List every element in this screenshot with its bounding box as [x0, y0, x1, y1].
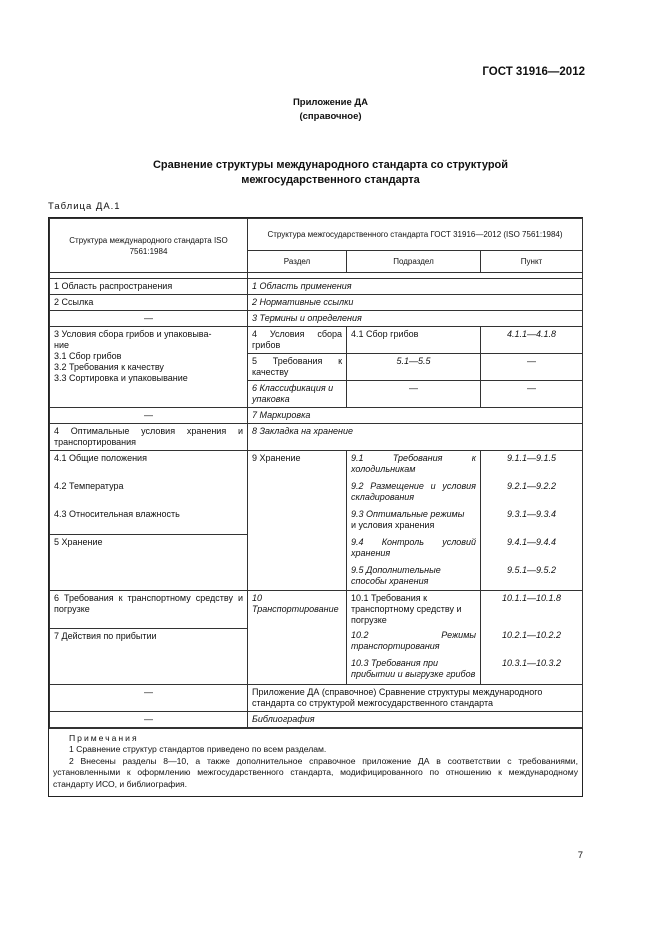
- table-row: [50, 311, 583, 327]
- intl-line: 3 Условия сбора грибов и упаковыва-: [54, 329, 212, 339]
- appendix-subtitle: (справочное): [299, 111, 362, 122]
- intl-line: 3.2 Требования к качеству: [54, 362, 164, 372]
- table-row: [50, 711, 583, 727]
- notes-heading: Примечания: [69, 732, 139, 743]
- table-row: [50, 295, 583, 311]
- clause-cell: 10.2.1—10.2.2: [481, 628, 583, 656]
- subsection-cell: 5.1—5.5: [347, 354, 481, 381]
- clause-cell: 9.1.1—9.1.5: [481, 451, 583, 479]
- intl-cell: 4 Оптимальные условия хранения и транспортирования: [50, 424, 248, 451]
- intl-cell: 6 Требования к транспортному средству и погрузке: [50, 591, 248, 629]
- comparison-table: [48, 217, 583, 797]
- header-gost-structure: Структура межгосударственного стандарта ГОСТ 31916—2012 (ISO 7561:1984): [248, 219, 583, 251]
- table-row: [50, 408, 583, 424]
- section-cell: 4 Условия сбора грибов: [248, 327, 347, 354]
- intl-cell: 4.1 Общие положения: [50, 451, 248, 479]
- document-code: ГОСТ 31916—2012: [482, 66, 585, 78]
- subsection-cell: 10.1 Требования к транспортному средству и погрузке: [347, 591, 481, 629]
- intl-cell: 4.2 Температура: [50, 479, 248, 507]
- page-title-line-1: Сравнение структуры международного стандарта со структурой: [152, 159, 509, 171]
- section-cell: 6 Классификация и упаковка: [248, 381, 347, 408]
- gost-cell: 8 Закладка на хранение: [248, 424, 583, 451]
- clause-cell: 10.3.1—10.3.2: [481, 656, 583, 684]
- page-title-line-2: межгосударственного стандарта: [241, 174, 420, 186]
- intl-cell: —: [50, 311, 248, 327]
- note-1: 1 Сравнение структур стандартов приведено по всем разделам.: [69, 744, 327, 754]
- subsection-cell: 4.1 Сбор грибов: [347, 327, 481, 354]
- gost-cell: 2 Нормативные ссылки: [248, 295, 583, 311]
- intl-cell: —: [50, 408, 248, 424]
- intl-cell: [50, 327, 248, 408]
- table-row: [50, 327, 583, 354]
- table-row: [50, 424, 583, 451]
- subsection-cell: 10.2 Режимы транспортирования: [347, 628, 481, 656]
- subsection-cell: 9.1 Требования к холодильникам: [347, 451, 481, 479]
- table-label: Таблица ДА.1: [48, 201, 121, 212]
- clause-cell: 9.2.1—9.2.2: [481, 479, 583, 507]
- table-row: [50, 684, 583, 711]
- table-row: [50, 451, 583, 479]
- page-number: 7: [577, 850, 583, 861]
- intl-cell: 4.3 Относительная влажность: [50, 507, 248, 535]
- clause-cell: 9.3.1—9.3.4: [481, 507, 583, 535]
- appendix-title: Приложение ДА: [292, 97, 369, 108]
- subsection-line: 9.3 Оптимальные режимы: [351, 508, 465, 519]
- note-2: 2 Внесены разделы 8—10, а также дополнительное справочное приложение ДА в соответствии с требованиями, установленными к оформлению межгосударственного стандарта, модифицированного по отношению к международному стандарту ИСО, и библиография.: [53, 755, 578, 789]
- gost-cell: 7 Маркировка: [248, 408, 583, 424]
- section-cell: 5 Требования к качеству: [248, 354, 347, 381]
- intl-line: ние: [54, 340, 70, 350]
- header-section: Раздел: [248, 251, 347, 273]
- subsection-cell: —: [347, 381, 481, 408]
- subsection-cell: 9.2 Размещение и условия складирования: [347, 479, 481, 507]
- table-notes: [49, 728, 582, 797]
- header-clause: Пункт: [481, 251, 583, 273]
- intl-cell: —: [50, 684, 248, 711]
- clause-cell: 10.1.1—10.1.8: [481, 591, 583, 629]
- intl-cell: 5 Хранение: [50, 535, 248, 591]
- intl-line: 3.1 Сбор грибов: [54, 351, 122, 361]
- appendix-heading: [0, 96, 661, 124]
- intl-line: 3.3 Сортировка и упаковывание: [54, 373, 188, 383]
- intl-cell: 7 Действия по прибытии: [50, 628, 248, 684]
- clause-cell: 9.4.1—9.4.4: [481, 535, 583, 563]
- section-cell: 10 Транспортирование: [248, 591, 347, 685]
- subsection-cell: 9.5 Дополнительные способы хранения: [347, 563, 481, 591]
- page-title: [0, 158, 661, 188]
- subsection-cell: 10.3 Требования при прибытии и выгрузке грибов: [347, 656, 481, 684]
- intl-cell: 2 Ссылка: [50, 295, 248, 311]
- table-row: [50, 279, 583, 295]
- gost-cell: 1 Область применения: [248, 279, 583, 295]
- subsection-cell: [347, 507, 481, 535]
- header-intl-structure: Структура международного стандарта ISO 7561:1984: [50, 219, 248, 273]
- gost-cell: Приложение ДА (справочное) Сравнение структуры международного стандарта со структурой межгосударственного стандарта: [248, 684, 583, 711]
- intl-cell: 1 Область распространения: [50, 279, 248, 295]
- clause-cell: —: [481, 381, 583, 408]
- subsection-cell: 9.4 Контроль условий хранения: [347, 535, 481, 563]
- table-row: [50, 591, 583, 629]
- gost-cell: Библиография: [248, 711, 583, 727]
- clause-cell: —: [481, 354, 583, 381]
- clause-cell: 9.5.1—9.5.2: [481, 563, 583, 591]
- clause-cell: 4.1.1—4.1.8: [481, 327, 583, 354]
- gost-cell: 3 Термины и определения: [248, 311, 583, 327]
- section-cell: 9 Хранение: [248, 451, 347, 591]
- header-subsection: Подраздел: [347, 251, 481, 273]
- subsection-line: и условия хранения: [351, 519, 435, 530]
- intl-cell: —: [50, 711, 248, 727]
